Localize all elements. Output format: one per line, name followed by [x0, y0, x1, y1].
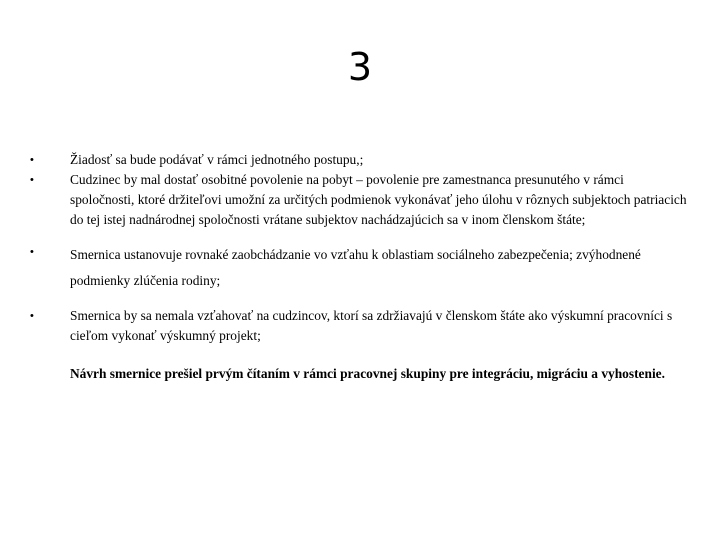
slide-content	[30, 150, 690, 397]
slide-title: 3	[347, 45, 373, 89]
bullet-text: Smernica ustanovuje rovnaké zaobchádzanie vo vzťahu k oblastiam sociálneho zabezpečenia; zvýhodnené podmienky zlúčenia rodiny;	[70, 247, 641, 288]
bullet-text: Cudzinec by mal dostať osobitné povolenie na pobyt – povolenie pre zamestnanca presunutého v rámci spoločnosti, ktoré držiteľovi umožní za určitých podmienok vykonávať jeho úlohu v rôznych subjektoch patriacich do tej istej nadnárodnej spoločnosti vrátane subjektov nachádzajúcich sa v inom členskom štáte;	[70, 172, 687, 227]
bullet-icon: •	[30, 310, 34, 322]
bullet-icon: •	[30, 174, 34, 186]
bullet-item	[30, 150, 690, 170]
bullet-item	[30, 170, 690, 230]
bullet-text: Smernica by sa nemala vzťahovať na cudzincov, ktorí sa zdržiavajú v členskom štáte ako výskumní pracovníci s cieľom vykonať výskumný projekt;	[70, 308, 673, 343]
summary-note: Návrh smernice prešiel prvým čítaním v rámci pracovnej skupiny pre integráciu, migráciu a vyhostenie.	[70, 366, 665, 381]
bullet-icon: •	[30, 154, 34, 166]
bullet-item	[30, 242, 690, 294]
bullet-item	[30, 306, 690, 346]
bullet-icon: •	[30, 246, 34, 258]
bullet-text: Žiadosť sa bude podávať v rámci jednotného postupu,;	[70, 152, 364, 167]
